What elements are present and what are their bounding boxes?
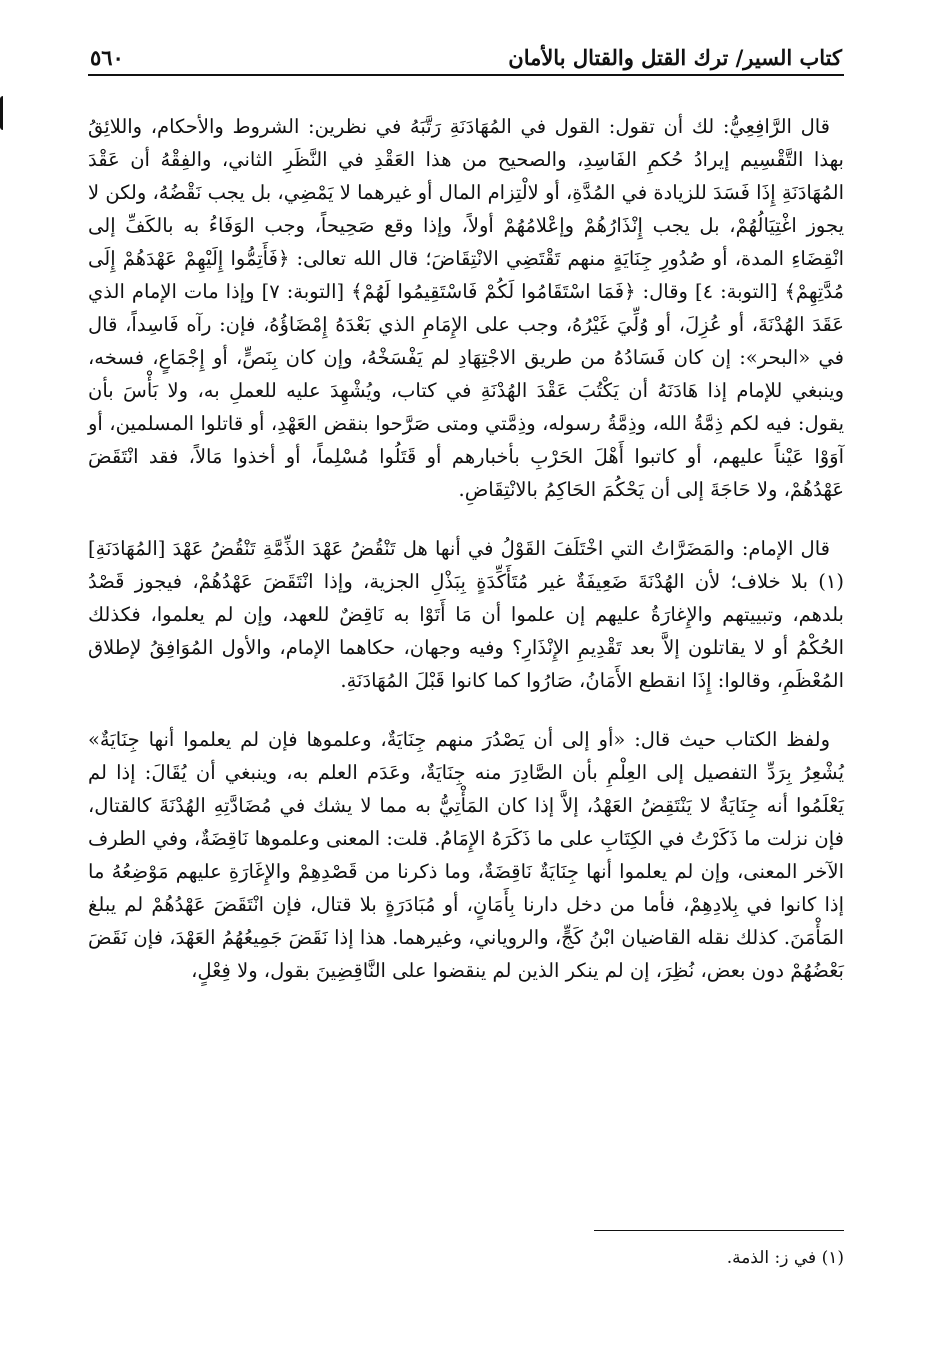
book-page <box>88 30 844 1330</box>
paragraph-book-wording: ولفظ الكتاب حيث قال: «أو إلى أن يَصْدُرَ منهم جِنَايَةٌ، وعلموها فإن لم يعلموا أنها جِنَايَةٌ» يُشْعِرُ بِرَدِّ التفصيل إلى العِلْمِ بأن الصَّادِرَ منه جِنَايَةٌ، وعَدَم العلم به، وينبغي أن يُقَالَ: إذا لم يَعْلَمُوا أنه جِنَايَةٌ لا يَنْتَقِضُ العَهْدُ، إلاَّ إذا كان المَأْتِيُّ به مما لا يشك في مُضَادَّتِهِ الهُدْنَةَ كالقتال، فإن نزلت ما ذَكَرْتُ في الكِتَابِ على ما ذَكَرَهُ الإِمَامُ. قلت: المعنى وعلموها نَاقِضَةٌ، وفي الطرف الآخر المعنى، وإن لم يعلموا أنها جِنَايَةٌ نَاقِضَةٌ، وما ذكرنا من قَصْدِهِمْ والإِغَارَةِ عليهم مَوْضِعُهُ ما إذا كانوا في بِلادِهِمْ، فأما من دخل دارنا بِأَمَانٍ، أو مُبَادَرَةٍ بلا قتال، فإن انْتَقَضَ عَهْدُهُمْ لم يبلغ المَأْمَنَ. كذلك نقله القاضيان ابْنُ كَجٍّ، والروياني، وغيرهما. هذا إذا نَقَضَ جَمِيعُهُمُ العَهْدَ، فإن نَقَضَ بَعْضُهُمْ دون بعض، نُظِرَ، إن لم ينكر الذين لم ينقضوا على النَّاقِضِينَ بقول، ولا فِعْلٍ، <box>88 728 844 982</box>
header-title: كتاب السير/ ترك القتل والقتال بالأمان <box>508 45 842 70</box>
footnote: (١) في ز: الذمة. <box>726 1248 844 1268</box>
margin-binding-mark <box>0 96 8 130</box>
paragraph-rafii: قال الرَّافِعِيُّ: لك أن تقول: القول في المُهَادَنَةِ رَتَّبَهُ في نظرين: الشروط والأحكام، واللائِقُ بهذا التَّقْسِيم إيرادُ حُكمِ الفَاسِدِ، والصحيح من هذا العَقْدِ في النَّظَرِ الثاني، والفِقْهُ أن عَقْدَ المُهَادَنَةِ إِذَا فَسَدَ للزيادة في المُدَّةِ، أو لالْتِزام المال أو غيرهما لا يَمْضِي، بل يجب نَقْضُهُ، ولكن لا يجوز اغْتِيَالُهُمْ، بل يجب إِنْذَارُهُمْ وإعْلامُهُمْ أولاً، وإذا وقع صَحِيحاً، وجب الوَفَاءُ به بالكَفِّ إلى انْقِضَاءِ المدة، أو صُدُورِ جِنَايَةٍ منهم تَقْتَضِي الانْتِقَاضَ؛ قال الله تعالى: ﴿فَأَتِمُّوا إِلَيْهِمْ عَهْدَهُمْ إِلَى مُدَّتِهِمْ﴾ [التوبة: ٤] وقال: ﴿فَمَا اسْتَقَامُوا لَكُمْ فَاسْتَقِيمُوا لَهُمْ﴾ [التوبة: ٧] وإذا مات الإمام الذي عَقَدَ الهُدْنَةَ، أو عُزِلَ، أو وُلِّيَ غَيْرُهُ، وجب على الإِمَامِ الذي بَعْدَهُ إِمْضَاؤُهُ، فإن: رآه فَاسِداً، قال في «البحر»: إن كان فَسَادُهُ من طريق الاجْتِهَادِ لم يَفْسَخْهُ، وإن كان بِنَصٍّ، أو إِجْمَاعٍ، فسخه، وينبغي للإمام إذا هَادَنَهُ أن يَكْتُبَ عَقْدَ الهُدْنَةِ في كتاب، ويُشْهِدَ عليه للعملِ به، ولا بَأْسَ بأن يقول: فيه لكم ذِمَّةُ الله، وذِمَّةُ رسوله، وذِمَّتي ومتى صَرَّحوا بنقض العَهْدِ، أو قاتلوا المسلمين، أو آوَوْا عَيْناً عليهم، أو كاتبوا أَهْلَ الحَرْبِ بأخبارهم أو قَتَلُوا مُسْلِماً، أو أخذوا مَالاً، فقد انْتَقَضَ عَهْدُهُمْ، ولا حَاجَةَ إلى أن يَحْكُمَ الحَاكِمُ بالانْتِقَاضِ. <box>88 115 845 501</box>
main-text <box>88 110 844 987</box>
page-number: ٥٦٠ <box>90 45 124 70</box>
header-rule <box>88 74 844 76</box>
running-header <box>88 30 844 76</box>
paragraph-imam: قال الإمام: والمَضَرَّاتُ التي اخْتَلَفَ القَوْلُ في أنها هل تَنْقُضُ عَهْدَ الذِّمَّةِ تَنْقُضُ عَهْدَ [المُهَادَنَةِ](١) بلا خلاف؛ لأن الهُدْنَةَ ضَعِيفَةٌ غير مُتَأَكِّدَةٍ بِبَذْلِ الجزية، وإذا انْتَقَضَ عَهْدُهُمْ، فيجوز قَصْدُ بلدهم، وتبييتهم والإِغارَةُ عليهم إن علموا أن مَا أَتَوْا به نَاقِضٌ للعهد، وإن لم يعلموا، فكذلك الحُكْمُ أو لا يقاتلون إلاَّ بعد تَقْدِيمِ الإِنْذَارِ؟ وفيه وجهان، حكاهما الإمام، والأول المُوَافِقُ لإطلاق المُعْظَمِ، وقالوا: إِذَا انقطع الأَمَانُ، صَارُوا كما كانوا قَبْلَ المُهَادَنَةِ. <box>88 537 844 692</box>
footnote-rule <box>594 1230 844 1231</box>
